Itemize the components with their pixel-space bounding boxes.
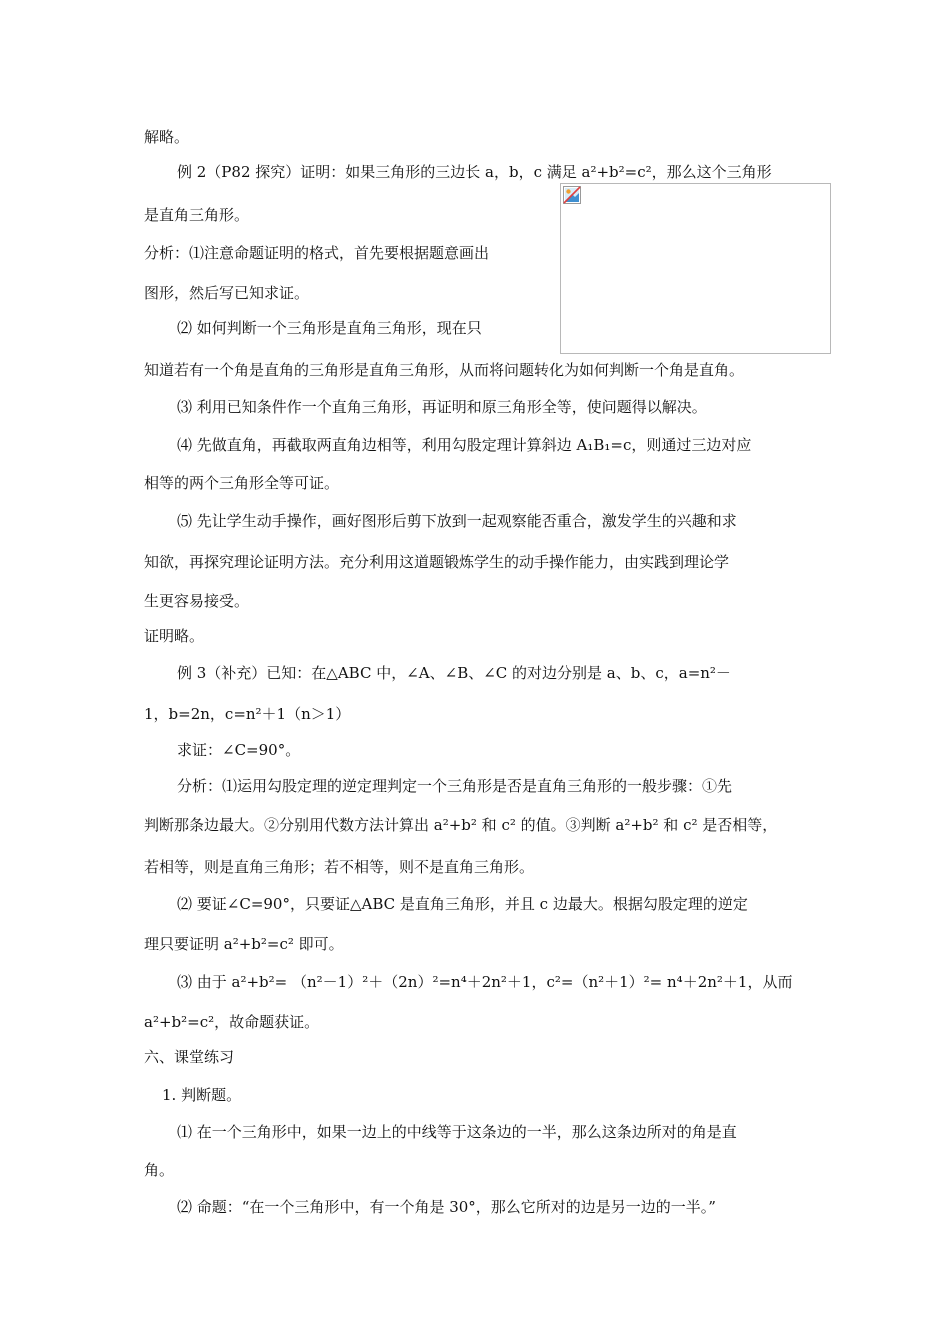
text-line: ⑷ 先做直角，再截取两直角边相等，利用勾股定理计算斜边 A₁B₁=c，则通过三边对应 <box>177 436 752 454</box>
text-line: ⑵ 如何判断一个三角形是直角三角形，现在只 <box>177 319 482 337</box>
text-line: 1. 判断题。 <box>162 1086 242 1104</box>
text-line: 例 3（补充）已知：在△ABC 中，∠A、∠B、∠C 的对边分别是 a、b、c，a=n²－ <box>177 664 731 682</box>
text-line: 相等的两个三角形全等可证。 <box>144 474 340 492</box>
text-line: 知欲，再探究理论证明方法。充分利用这道题锻炼学生的动手操作能力，由实践到理论学 <box>144 553 730 571</box>
text-line: 理只要证明 a²+b²=c² 即可。 <box>144 935 344 953</box>
text-line: ⑵ 命题：“在一个三角形中，有一个角是 30°，那么它所对的边是另一边的一半。” <box>177 1198 716 1216</box>
text-line: a²+b²=c²，故命题获证。 <box>144 1013 320 1031</box>
text-line: ⑶ 利用已知条件作一个直角三角形，再证明和原三角形全等，使问题得以解决。 <box>177 398 707 416</box>
text-line: 图形，然后写已知求证。 <box>144 284 310 302</box>
text-line: 分析：⑴运用勾股定理的逆定理判定一个三角形是否是直角三角形的一般步骤：①先 <box>177 777 733 795</box>
broken-image-icon <box>563 186 581 204</box>
text-line: 求证：∠C=90°。 <box>177 741 301 759</box>
text-line: ⑸ 先让学生动手操作，画好图形后剪下放到一起观察能否重合，激发学生的兴趣和求 <box>177 512 737 530</box>
section-heading: 六、课堂练习 <box>144 1048 235 1066</box>
text-line: 是直角三角形。 <box>144 206 250 224</box>
text-line: 例 2（P82 探究）证明：如果三角形的三边长 a，b，c 满足 a²+b²=c²，那么这个三角形 <box>177 163 772 181</box>
text-line: 生更容易接受。 <box>144 592 250 610</box>
text-line: 判断那条边最大。②分别用代数方法计算出 a²+b² 和 c² 的值。③判断 a²+b² 和 c² 是否相等， <box>144 816 778 834</box>
text-line: 1，b=2n，c=n²＋1（n＞1） <box>144 705 351 723</box>
text-line: 证明略。 <box>144 627 205 645</box>
text-line: 知道若有一个角是直角的三角形是直角三角形，从而将问题转化为如何判断一个角是直角。 <box>144 361 745 379</box>
image-placeholder <box>560 183 831 354</box>
text-line: ⑵ 要证∠C=90°，只要证△ABC 是直角三角形，并且 c 边最大。根据勾股定理的逆定 <box>177 895 748 913</box>
text-line: ⑶ 由于 a²+b²= （n²－1）²＋（2n）²=n⁴＋2n²＋1，c²=（n²＋1）²= n⁴＋2n²＋1，从而 <box>177 973 793 991</box>
text-line: 若相等，则是直角三角形；若不相等，则不是直角三角形。 <box>144 858 535 876</box>
text-line: 角。 <box>144 1161 175 1179</box>
text-line: ⑴ 在一个三角形中，如果一边上的中线等于这条边的一半，那么这条边所对的角是直 <box>177 1123 737 1141</box>
text-line: 分析：⑴注意命题证明的格式，首先要根据题意画出 <box>144 244 490 262</box>
text-line: 解略。 <box>144 128 190 146</box>
